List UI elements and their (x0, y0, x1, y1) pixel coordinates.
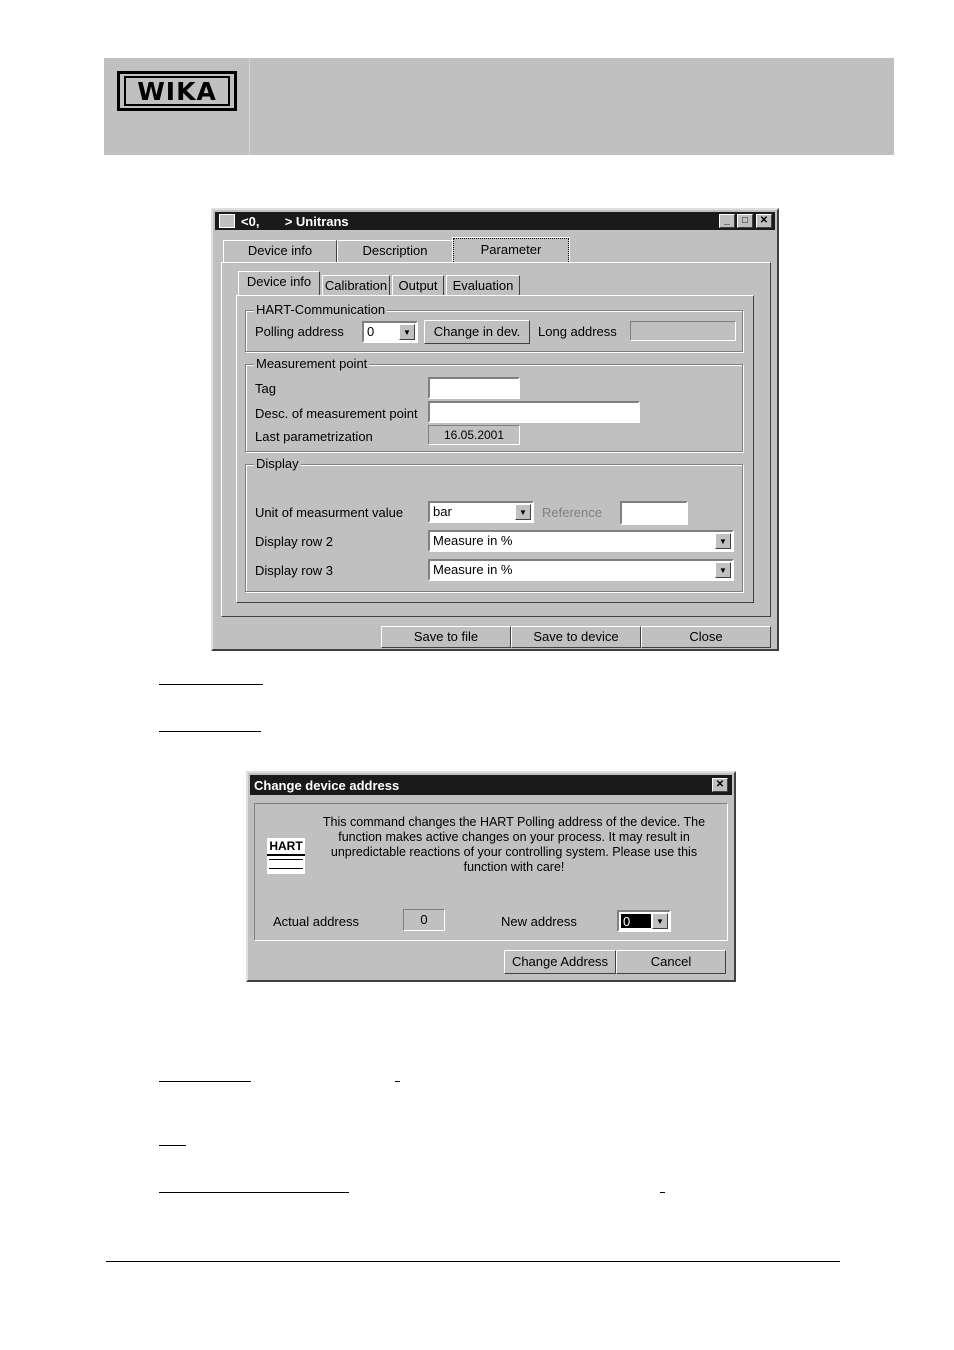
reference-label: Reference (542, 505, 602, 520)
tab-description[interactable]: Description (337, 240, 453, 262)
hart-icon-stripes (269, 859, 303, 869)
chevron-down-icon[interactable]: ▼ (515, 504, 531, 520)
hart-icon: HART (267, 838, 305, 874)
window-titlebar (215, 212, 775, 230)
dialog-titlebar (250, 775, 732, 795)
reference-input[interactable] (620, 501, 688, 525)
unit-select[interactable]: bar ▼ (428, 501, 534, 523)
doc-underline (159, 1145, 186, 1146)
long-address-label: Long address (538, 324, 617, 339)
dialog-content (254, 803, 728, 941)
header-band (104, 58, 894, 155)
tab-calibration[interactable]: Calibration (322, 275, 390, 295)
actual-address-field: 0 (403, 909, 445, 931)
display-row3-label: Display row 3 (255, 563, 334, 578)
display-row3-select[interactable]: Measure in % ▼ (428, 559, 734, 581)
wika-logo (117, 71, 237, 111)
maximize-icon[interactable]: □ (737, 214, 753, 228)
last-parametrization-field: 16.05.2001 (428, 425, 520, 445)
measurement-point-group (245, 356, 743, 452)
measurement-legend: Measurement point (256, 356, 368, 371)
tab-parameter[interactable]: Parameter (453, 238, 569, 264)
hart-communication-group (245, 302, 743, 352)
tab-device-info-outer[interactable]: Device info (223, 240, 337, 262)
tab-output[interactable]: Output (392, 275, 444, 295)
parameter-panel (221, 262, 771, 617)
hart-legend: HART-Communication (256, 302, 386, 317)
dialog-message: This command changes the HART Polling address of the device. The function makes active changes on your process. It may result in unpredictable reactions of your controlling system. Please use this function with care! (322, 815, 706, 874)
unitrans-window (211, 208, 779, 651)
doc-underline (159, 1192, 349, 1193)
display-row2-select[interactable]: Measure in % ▼ (428, 530, 734, 552)
doc-underline (159, 731, 261, 732)
polling-address-label: Polling address (255, 324, 344, 339)
chevron-down-icon[interactable]: ▼ (399, 324, 415, 340)
chevron-down-icon[interactable]: ▼ (652, 913, 668, 929)
close-icon[interactable]: ✕ (756, 214, 772, 228)
doc-underline (395, 1081, 400, 1082)
chevron-down-icon[interactable]: ▼ (715, 533, 731, 549)
dialog-title: Change device address (254, 777, 400, 793)
long-address-field (630, 321, 736, 341)
app-icon (219, 214, 235, 228)
doc-underline (159, 684, 263, 685)
save-to-device-button[interactable]: Save to device (511, 626, 641, 648)
close-icon[interactable]: ✕ (712, 778, 728, 792)
header-divider (249, 58, 250, 155)
tag-input[interactable] (428, 377, 520, 399)
device-info-panel (236, 295, 754, 603)
desc-measurement-label: Desc. of measurement point (255, 406, 418, 421)
actual-address-label: Actual address (273, 914, 359, 929)
polling-address-select[interactable]: 0 ▼ (362, 321, 418, 343)
new-address-select[interactable]: 0 ▼ (617, 910, 671, 932)
logo-text: WIKA (124, 76, 230, 106)
close-button[interactable]: Close (641, 626, 771, 648)
change-address-dialog (246, 771, 736, 982)
footer-rule (106, 1261, 840, 1262)
chevron-down-icon[interactable]: ▼ (715, 562, 731, 578)
doc-underline (159, 1081, 251, 1082)
display-group (245, 456, 743, 592)
new-address-label: New address (501, 914, 577, 929)
window-title: <0, > Unitrans (241, 213, 349, 229)
change-in-dev-button[interactable]: Change in dev. (424, 320, 530, 344)
display-row2-label: Display row 2 (255, 534, 334, 549)
tab-evaluation[interactable]: Evaluation (446, 275, 520, 295)
last-parametrization-label: Last parametrization (255, 429, 373, 444)
display-legend: Display (256, 456, 299, 471)
unit-measurement-label: Unit of measurment value (255, 505, 404, 520)
desc-measurement-input[interactable] (428, 401, 640, 423)
doc-underline (660, 1192, 665, 1193)
cancel-button[interactable]: Cancel (616, 950, 726, 974)
tag-label: Tag (255, 381, 276, 396)
tab-device-info-inner[interactable]: Device info (238, 271, 320, 295)
minimize-icon[interactable]: _ (719, 214, 735, 228)
change-address-button[interactable]: Change Address (504, 950, 616, 974)
save-to-file-button[interactable]: Save to file (381, 626, 511, 648)
